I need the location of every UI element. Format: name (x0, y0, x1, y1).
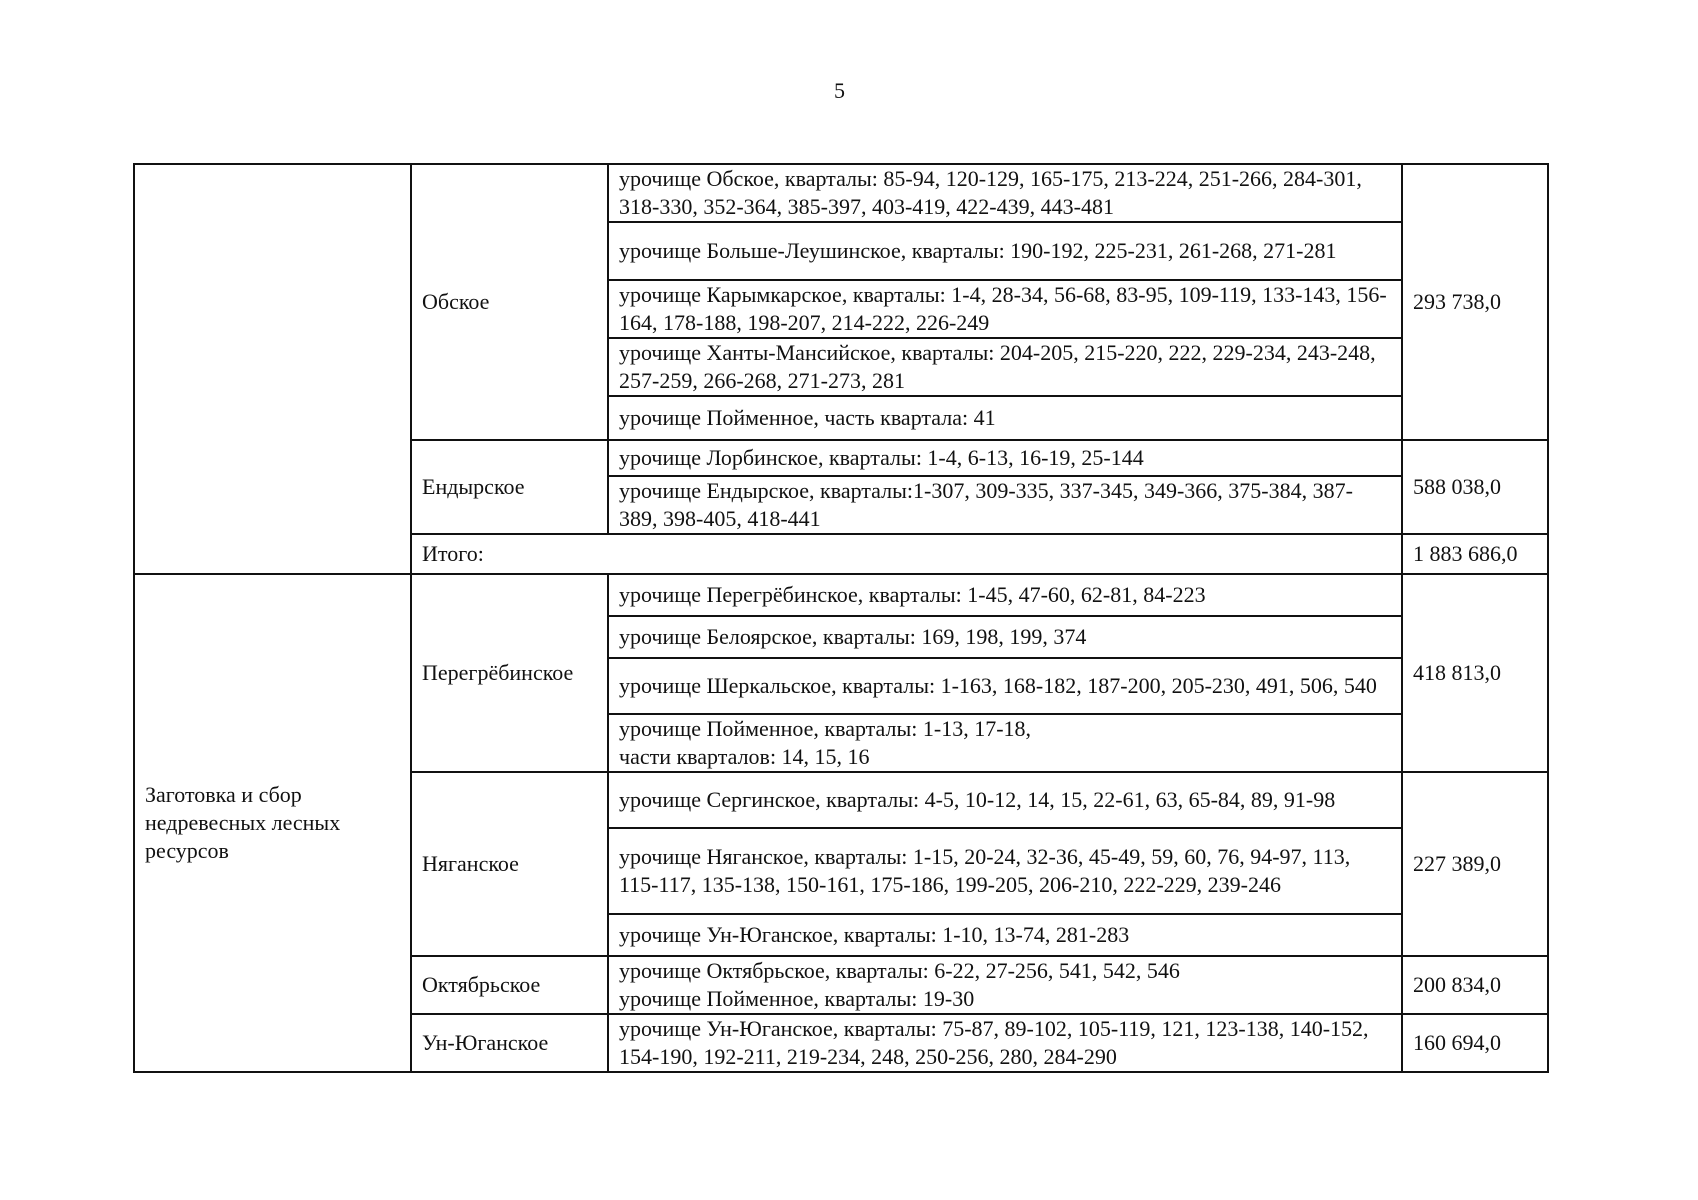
forestry-name: Обское (411, 164, 608, 440)
tract-cell (608, 956, 1402, 1014)
area-value: 227 389,0 (1402, 772, 1548, 956)
tract-cell: урочище Ханты-Мансийское, кварталы: 204-205, 215-220, 222, 229-234, 243-248, 257-259, 266-268, 271-273, 281 (608, 338, 1402, 396)
tract-cell: урочище Ендырское, кварталы:1-307, 309-335, 337-345, 349-366, 375-384, 387-389, 398-405, 418-441 (608, 476, 1402, 534)
tract-line: урочище Пойменное, кварталы: 1-13, 17-18, (619, 716, 1032, 741)
tract-cell: урочище Карымкарское, кварталы: 1-4, 28-34, 56-68, 83-95, 109-119, 133-143, 156-164, 178-188, 198-207, 214-222, 226-249 (608, 280, 1402, 338)
tract-cell: урочище Белоярское, кварталы: 169, 198, 199, 374 (608, 616, 1402, 658)
tract-cell: урочище Сергинское, кварталы: 4-5, 10-12, 14, 15, 22-61, 63, 65-84, 89, 91-98 (608, 772, 1402, 828)
activity-cell-continued (134, 164, 411, 574)
forestry-name: Ун-Юганское (411, 1014, 608, 1072)
tract-cell: урочище Ун-Юганское, кварталы: 75-87, 89-102, 105-119, 121, 123-138, 140-152, 154-190, 192-211, 219-234, 248, 250-256, 280, 284-290 (608, 1014, 1402, 1072)
total-value: 1 883 686,0 (1402, 534, 1548, 574)
forestry-name: Перегрёбинское (411, 574, 608, 772)
page-number: 5 (834, 78, 845, 103)
area-value: 293 738,0 (1402, 164, 1548, 440)
area-value: 160 694,0 (1402, 1014, 1548, 1072)
total-label: Итого: (411, 534, 1402, 574)
tract-cell (608, 714, 1402, 772)
forestry-name: Ендырское (411, 440, 608, 534)
tract-cell: урочище Ун-Юганское, кварталы: 1-10, 13-74, 281-283 (608, 914, 1402, 956)
forestry-name: Няганское (411, 772, 608, 956)
area-value: 588 038,0 (1402, 440, 1548, 534)
table-row (134, 574, 1548, 616)
tract-cell: урочище Няганское, кварталы: 1-15, 20-24, 32-36, 45-49, 59, 60, 76, 94-97, 113, 115-117, 135-138, 150-161, 175-186, 199-205, 206-210, 222-229, 239-246 (608, 828, 1402, 914)
tract-cell: урочище Перегрёбинское, кварталы: 1-45, 47-60, 62-81, 84-223 (608, 574, 1402, 616)
tract-cell: урочище Шеркальское, кварталы: 1-163, 168-182, 187-200, 205-230, 491, 506, 540 (608, 658, 1402, 714)
tract-line: урочище Октябрьское, кварталы: 6-22, 27-256, 541, 542, 546 (619, 958, 1180, 983)
forest-areas-table (133, 163, 1549, 1073)
area-value: 200 834,0 (1402, 956, 1548, 1014)
tract-cell: урочище Обское, кварталы: 85-94, 120-129, 165-175, 213-224, 251-266, 284-301, 318-330, 352-364, 385-397, 403-419, 422-439, 443-481 (608, 164, 1402, 222)
forestry-name: Октябрьское (411, 956, 608, 1014)
tract-line: урочище Пойменное, кварталы: 19-30 (619, 986, 975, 1011)
tract-cell: урочище Лорбинское, кварталы: 1-4, 6-13, 16-19, 25-144 (608, 440, 1402, 476)
tract-line: части кварталов: 14, 15, 16 (619, 744, 870, 769)
table-row (134, 164, 1548, 222)
tract-cell: урочище Пойменное, часть квартала: 41 (608, 396, 1402, 440)
tract-cell: урочище Больше-Леушинское, кварталы: 190-192, 225-231, 261-268, 271-281 (608, 222, 1402, 280)
activity-cell: Заготовка и сбор недревесных лесных ресурсов (134, 574, 411, 1072)
area-value: 418 813,0 (1402, 574, 1548, 772)
